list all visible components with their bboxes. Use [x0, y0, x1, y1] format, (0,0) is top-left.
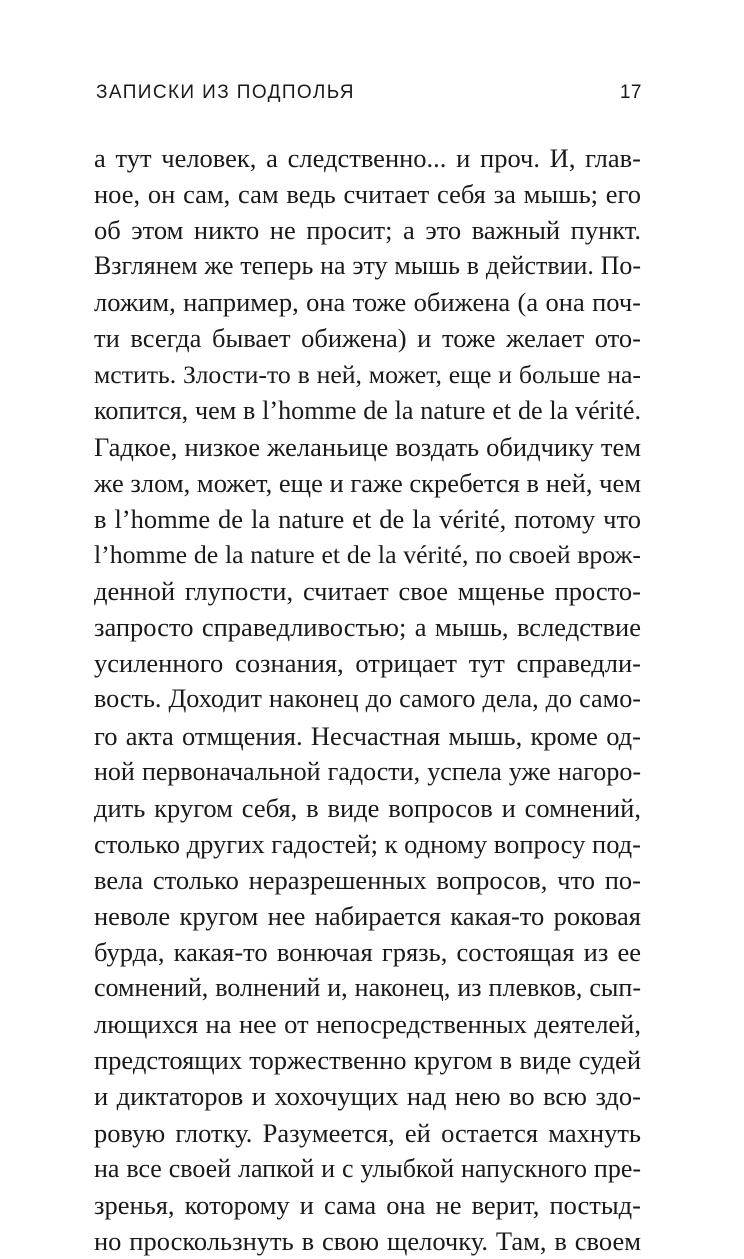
- text-line: мстить. Злости-то в ней, может, еще и больше на-: [94, 359, 641, 389]
- running-head-title: ЗАПИСКИ ИЗ ПОДПОЛЬЯ: [96, 82, 355, 103]
- text-line: дить кругом себя, в виде вопросов и сомнений,: [94, 792, 641, 823]
- text-line: но проскользнуть в свою щелочку. Там, в своем: [94, 1225, 641, 1256]
- text-line: запросто справедливостью; а мышь, вследствие: [94, 612, 641, 643]
- text-line: усиленного сознания, отрицает тут справедли-: [94, 648, 641, 679]
- text-line: же злом, может, еще и гаже скребется в ней, чем: [94, 467, 641, 498]
- text-line: Гадкое, низкое желаньице воздать обидчику тем: [94, 431, 641, 462]
- text-line: ровую глотку. Разумеется, ей остается махнуть: [94, 1117, 641, 1148]
- text-line: l’homme de la nature et de la vérité, по своей врож-: [94, 540, 641, 570]
- text-line: сомнений, волнений и, наконец, из плевков, сып-: [94, 973, 641, 1003]
- text-line: го акта отмщения. Несчастная мышь, кроме од-: [94, 720, 641, 751]
- text-line: на все своей лапкой и с улыбкой напускного пре-: [94, 1153, 641, 1183]
- text-line: вость. Доходит наконец до самого дела, до само-: [94, 684, 641, 714]
- body-text: [94, 140, 641, 1259]
- text-line: Взглянем же теперь на эту мышь в действии. По-: [94, 251, 641, 281]
- text-line: вела столько неразрешенных вопросов, что по-: [94, 864, 641, 895]
- text-line: и диктаторов и хохочущих над нею во всю здо-: [94, 1081, 641, 1112]
- text-line: неволе кругом нее набирается какая-то роковая: [94, 900, 641, 931]
- text-line: копится, чем в l’homme de la nature et de la vérité.: [94, 395, 641, 425]
- text-line: ложим, например, она тоже обижена (а она поч-: [94, 287, 641, 318]
- text-line: предстоящих торжественно кругом в виде судей: [94, 1045, 641, 1076]
- text-line: в l’homme de la nature et de la vérité, потому что: [94, 503, 641, 534]
- running-head: [96, 82, 642, 112]
- text-line: столько других гадостей; к одному вопросу под-: [94, 828, 641, 859]
- page-number: 17: [619, 82, 642, 103]
- text-line: лющихся на нее от непосредственных деятелей,: [94, 1009, 641, 1040]
- text-line: об этом никто не просит; а это важный пункт.: [94, 215, 641, 246]
- text-line: а тут человек, а следственно... и проч. И, глав-: [94, 143, 641, 173]
- text-line: денной глупости, считает свое мщенье просто-: [94, 576, 641, 607]
- text-line: ти всегда бывает обижена) и тоже желает ото-: [94, 323, 641, 354]
- text-line: зренья, которому и сама она не верит, постыд-: [94, 1189, 641, 1220]
- text-line: бурда, какая-то вонючая грязь, состоящая из ее: [94, 937, 641, 968]
- text-line: ное, он сам, сам ведь считает себя за мышь; его: [94, 179, 641, 210]
- text-line: ной первоначальной гадости, успела уже нагоро-: [94, 756, 641, 786]
